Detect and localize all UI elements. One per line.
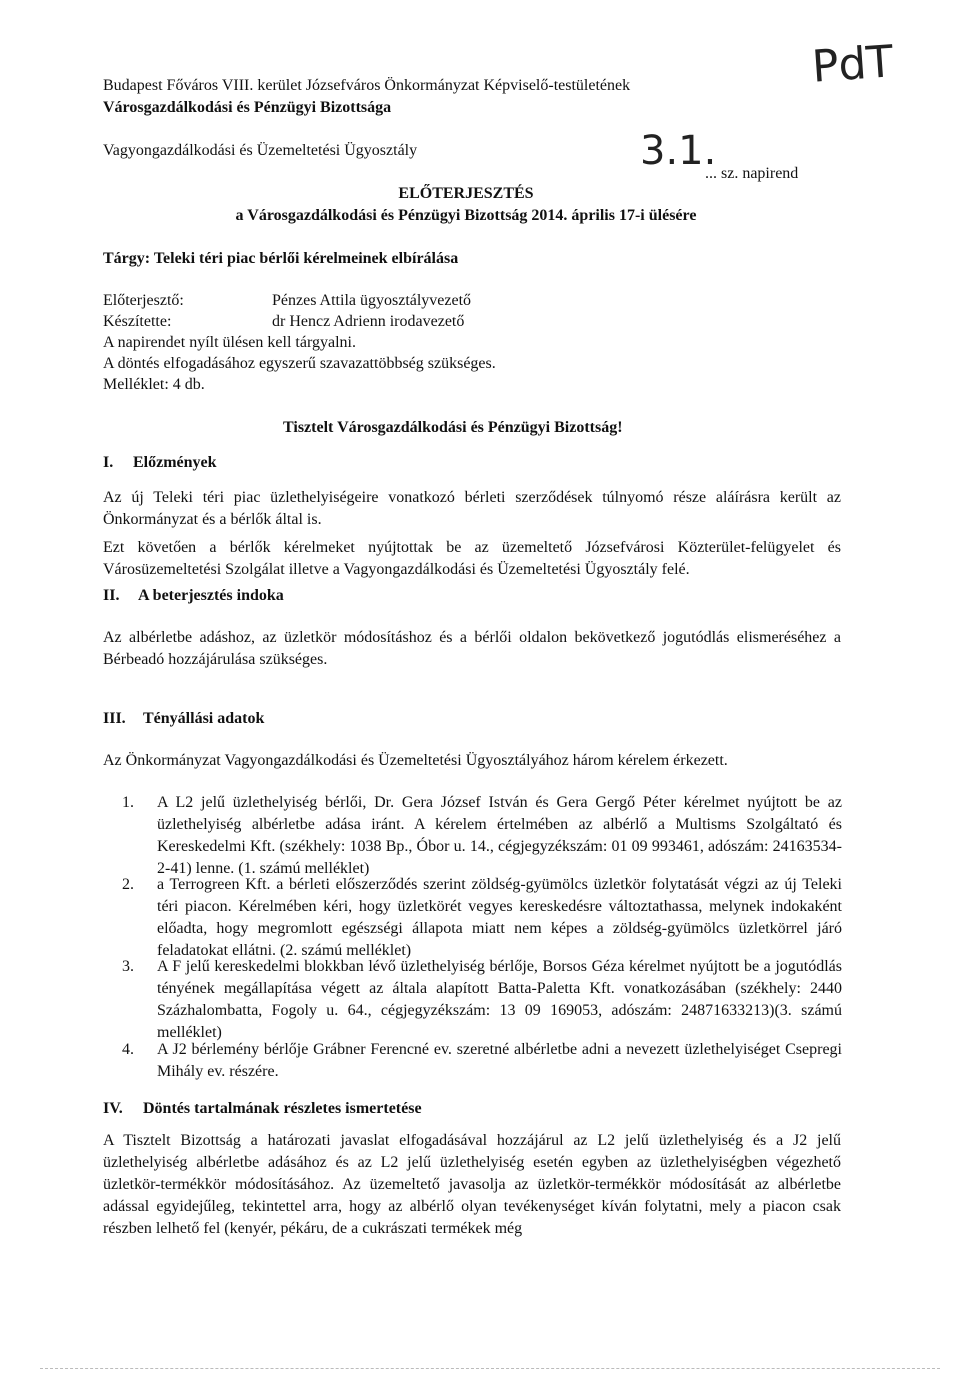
list-item-text: A J2 bérlemény bérlője Grábner Ferencné ev. szeretné albérletbe adni a nevezett üzlethelyiséget Csepregi Mihály ev. részére. <box>157 1041 842 1080</box>
section-1-paragraph-1: Az új Teleki téri piac üzlethelyiségeire vonatkozó bérleti szerződések túlnyomó része aláírásra került az Önkormányzat és a bérlők által is. <box>103 489 841 528</box>
agenda-suffix: ... sz. napirend <box>705 165 799 182</box>
list-item-text: A F jelű kereskedelmi blokkban lévő üzlethelyiség bérlője, Borsos Géza kérelmet nyújtott be a jogutódlás tényének megállapítása végett az általa alapított Batta-Paletta Kft. vonatkozásában (székhely: 2440 Százhalombatta, Fogoly u. 64., cégjegyzékszám: 13 09 169053, adószám: 24871633213)(3. számú melléklet) <box>157 958 842 1041</box>
list-item-text: A L2 jelű üzlethelyiség bérlői, Dr. Gera József István és Gera Gergő Péter kérelmet nyújtott be az üzlethelyiség albérletbe adása iránt. A kérelem értelmében az albérlő a Multisms Szolgáltató és Kereskedelmi Kft. (székhely: 1038 Bp., Óbor u. 14., cégjegyzékszám: 01 09 993461, adószám: 24163534-2-41) lenne. (1. számú melléklet) <box>157 794 842 877</box>
header-department: Vagyongazdálkodási és Üzemeltetési Ügyosztály <box>103 142 418 159</box>
list-item <box>122 956 842 1044</box>
section-4-paragraph-1: A Tisztelt Bizottság a határozati javaslat elfogadásával hozzájárul az L2 jelű üzlethelyiség és a J2 jelű üzlethelyiség albérletbe adásához és az L2 jelű üzlethelyiség esetén egyben az üzlethelyiségben végezhető üzletkör-termékkör módosításához. Az üzemeltető javasolja az üzletkör-termékkör módosítását az albérletbe adással egyidejűleg, tekintettel arra, hogy az albérlő olyan tevékenységet kíván folytatni, mely a piacon csak részben lelhető fel (kenyér, pékáru, de a cukrászati termékek még <box>103 1132 841 1237</box>
list-item-number: 2. <box>122 876 134 893</box>
attachment-note: Melléklet: 4 db. <box>103 376 205 393</box>
section-2-paragraph-1: Az albérletbe adáshoz, az üzletkör módosításhoz és a bérlői oldalon bekövetkező jogutódlás elismeréséhez a Bérbeadó hozzájárulása szükséges. <box>103 629 841 668</box>
section-4-title: Döntés tartalmának részletes ismertetése <box>143 1100 422 1117</box>
section-4-number: IV. <box>103 1100 123 1117</box>
scan-edge-line <box>40 1368 940 1369</box>
section-3-title: Tényállási adatok <box>143 710 265 727</box>
author-label: Készítette: <box>103 313 172 330</box>
section-1-paragraph-2: Ezt követően a bérlők kérelmeket nyújtottak be az üzemeltető Józsefvárosi Közterület-felügyelet és Városüzemeltetési Szolgálat illetve a Vagyongazdálkodási és Üzemeltetési Ügyosztály felé. <box>103 539 841 578</box>
section-1-number: I. <box>103 454 114 471</box>
majority-note: A döntés elfogadásához egyszerű szavazattöbbség szükséges. <box>103 355 496 372</box>
list-item <box>122 1039 842 1083</box>
list-item-number: 1. <box>122 794 134 811</box>
salutation: Tisztelt Városgazdálkodási és Pénzügyi Bizottság! <box>283 419 623 436</box>
list-item-number: 3. <box>122 958 134 975</box>
author-value: dr Hencz Adrienn irodavezető <box>272 313 465 330</box>
presenter-value: Pénzes Attila ügyosztályvezető <box>272 292 472 309</box>
section-1-title: Előzmények <box>133 454 217 471</box>
document-subtitle: a Városgazdálkodási és Pénzügyi Bizottság 2014. április 17-i ülésére <box>235 207 697 224</box>
subject-line: Tárgy: Teleki téri piac bérlői kérelmeinek elbírálása <box>103 250 459 267</box>
section-2-number: II. <box>103 587 120 604</box>
document-title: ELŐTERJESZTÉS <box>398 185 534 202</box>
open-session-note: A napirendet nyílt ülésen kell tárgyalni. <box>103 334 356 351</box>
list-item <box>122 874 842 962</box>
header-municipality: Budapest Főváros VIII. kerület Józsefváros Önkormányzat Képviselő-testületének <box>103 77 631 94</box>
handwritten-initials: PdT <box>810 36 895 93</box>
section-2-title: A beterjesztés indoka <box>138 587 284 604</box>
section-3-number: III. <box>103 710 126 727</box>
list-item-text: a Terrogreen Kft. a bérleti előszerződés szerint zöldség-gyümölcs üzletkör folytatását végzi az új Teleki téri piacon. Kérelmében kéri, hogy üzletkörét vegyes kereskedésre változtathassa, melynek indokaként előadta, hogy megromlott egészségi állapota miatt nem képes a zöldség-gyümölcs üzletkörrel járó feladatokat ellátni. (2. számú melléklet) <box>157 876 842 959</box>
presenter-label: Előterjesztő: <box>103 292 184 309</box>
list-item-number: 4. <box>122 1041 134 1058</box>
agenda-number-handwritten: 3.1. <box>640 128 717 174</box>
header-committee: Városgazdálkodási és Pénzügyi Bizottsága <box>103 99 392 116</box>
section-3-paragraph-1: Az Önkormányzat Vagyongazdálkodási és Üzemeltetési Ügyosztályához három kérelem érkezett. <box>103 752 728 769</box>
list-item <box>122 792 842 880</box>
